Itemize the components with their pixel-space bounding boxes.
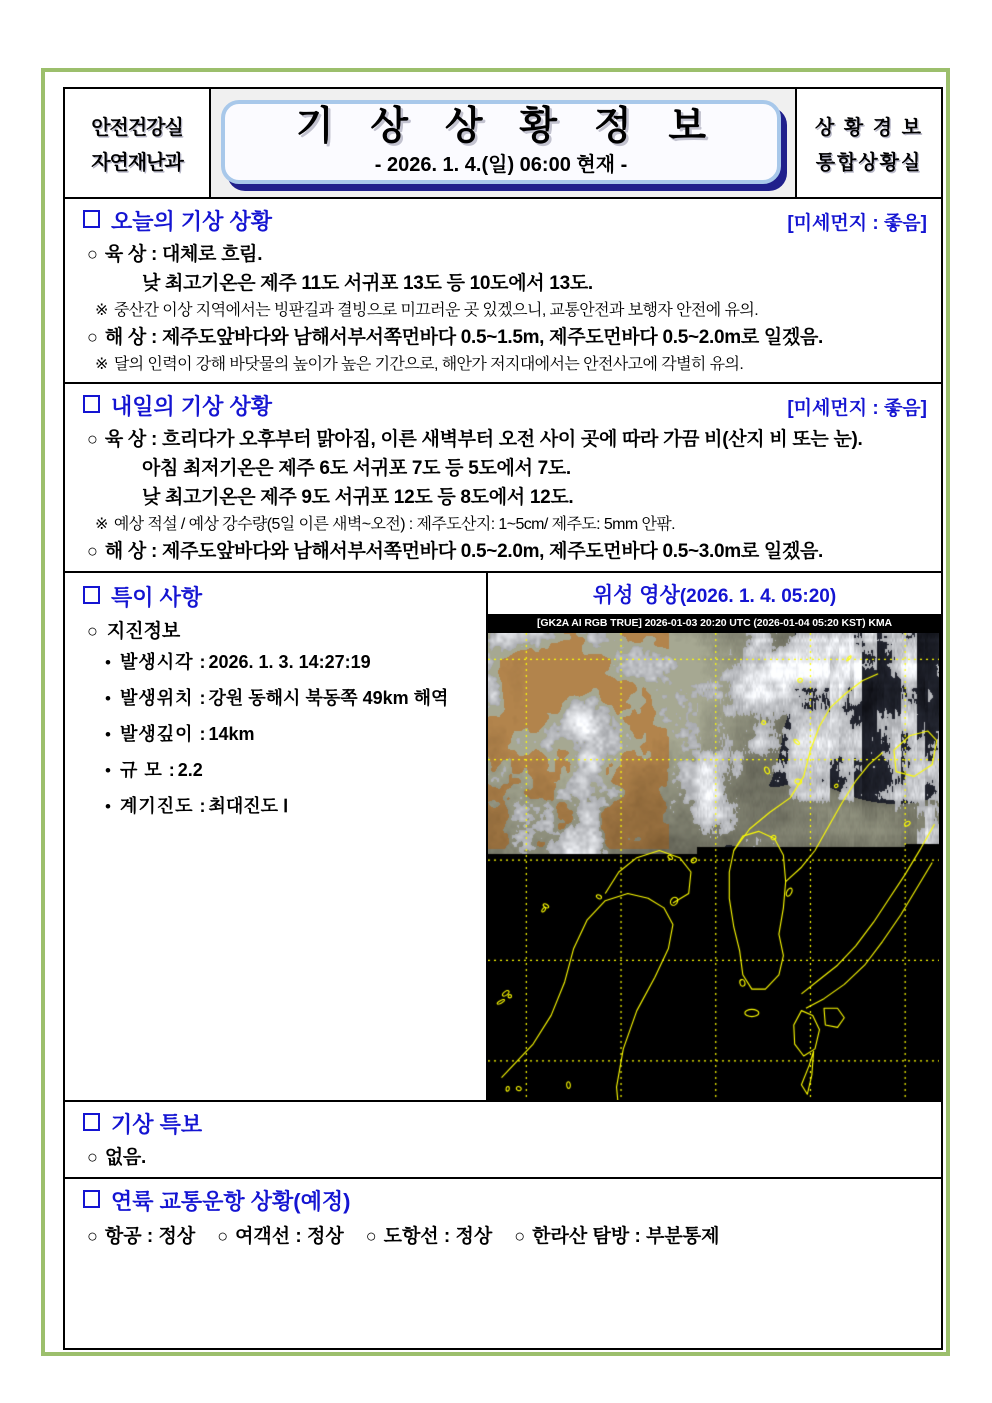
satellite-image-canvas [488, 633, 939, 1100]
tomorrow-max-temp-row [65, 481, 941, 510]
today-land-temp-row [65, 267, 941, 296]
tomorrow-note [65, 510, 941, 535]
transport-item-text: 여객선 : 정상 [235, 1226, 344, 1247]
satellite-image-metadata: [GK2A AI RGB TRUE] 2026-01-03 20:20 UTC (2026-01-04 05:20 KST) KMA [537, 617, 892, 629]
transport-item-text: 항공 : 정상 [104, 1226, 196, 1247]
circle-bullet-icon: ○ [217, 1226, 229, 1246]
transport-item-ferry [217, 1221, 344, 1248]
earthquake-item-label: 발생시각 : [119, 652, 207, 672]
report-datetime: - 2026. 1. 4.(일) 06:00 현재 - [374, 154, 628, 177]
tomorrow-min-temp-text: 아침 최저기온은 제주 6도 서귀포 7도 등 5도에서 7도. [142, 458, 571, 479]
checkbox-icon [83, 395, 100, 413]
page-title: 기 상 상 황 정 보 [295, 104, 720, 148]
dot-bullet-icon: • [105, 797, 111, 816]
today-note-1-text: 중산간 이상 지역에서는 빙판길과 결빙으로 미끄러운 곳 있겠으니, 교통안전과 보행자 안전에 유의. [113, 302, 759, 319]
today-land-text: 육 상 : 대체로 흐림. [104, 244, 263, 265]
earthquake-item-value: 강원 동해시 북동쪽 49km 해역 [208, 688, 449, 708]
section-tomorrow-weather [65, 384, 941, 573]
dot-bullet-icon: • [105, 761, 111, 780]
circle-bullet-icon: ○ [87, 621, 98, 641]
earthquake-item-value: 14km [208, 724, 255, 744]
earthquake-item-label: 규 모 : [119, 760, 176, 780]
today-note-2 [65, 350, 941, 375]
checkbox-icon [83, 586, 100, 604]
tomorrow-max-temp-text: 낮 최고기온은 제주 9도 서귀포 12도 등 8도에서 12도. [142, 487, 574, 508]
office-line-2: 통합상황실 [815, 152, 923, 174]
weather-report-document [63, 87, 943, 1350]
section-weather-warning [65, 1102, 941, 1179]
tomorrow-note-text: 예상 적설 / 예상 강수량(5일 이른 새벽~오전) : 제주도산지: 1~5cm/ 제주도: 5mm 안팎. [113, 516, 676, 533]
earthquake-item [65, 715, 486, 751]
tomorrow-dust-badge: [미세먼지 : 좋음] [787, 398, 927, 419]
dot-bullet-icon: • [105, 725, 111, 744]
section-transport [65, 1179, 941, 1257]
special-title: 특이 사항 [111, 585, 203, 610]
circle-bullet-icon: ○ [87, 1147, 98, 1167]
title-box [221, 100, 781, 184]
today-sea-row [65, 321, 941, 350]
circle-bullet-icon: ○ [365, 1226, 377, 1246]
transport-title: 연륙 교통운항 상황(예정) [111, 1189, 351, 1214]
transport-item-island-boat [366, 1221, 493, 1248]
circle-bullet-icon: ○ [514, 1226, 526, 1246]
satellite-image [488, 614, 941, 1100]
transport-item-air [87, 1221, 195, 1248]
circle-bullet-icon: ○ [87, 1226, 98, 1246]
warning-heading [65, 1107, 941, 1141]
earthquake-item [65, 751, 486, 787]
today-sea-text: 해 상 : 제주도앞바다와 남해서부서쪽먼바다 0.5~1.5m, 제주도먼바다 0.5~2.0m로 일겠음. [104, 327, 824, 348]
today-dust-badge: [미세먼지 : 좋음] [787, 213, 927, 234]
earthquake-item-label: 계기진도 : [119, 796, 207, 816]
office-line-1: 상 황 경 보 [815, 117, 923, 139]
department-line-1: 안전건강실 [91, 117, 183, 139]
warning-content-row [65, 1141, 941, 1170]
header-office-cell [795, 89, 941, 197]
earthquake-item-label: 발생위치 : [119, 688, 207, 708]
tomorrow-land-text: 육 상 : 흐리다가 오후부터 맑아짐, 이른 새벽부터 오전 사이 곳에 따라 가끔 비(산지 비 또는 눈). [104, 429, 863, 450]
warning-title: 기상 특보 [111, 1112, 203, 1137]
warning-text: 없음. [104, 1147, 146, 1168]
dot-bullet-icon: • [105, 653, 111, 672]
asterisk-icon: ※ [95, 356, 108, 373]
asterisk-icon: ※ [95, 302, 108, 319]
tomorrow-min-temp-row [65, 452, 941, 481]
earthquake-item-value: 2026. 1. 3. 14:27:19 [208, 652, 371, 672]
today-heading [65, 204, 941, 238]
tomorrow-land-row [65, 423, 941, 452]
tomorrow-title: 내일의 기상 상황 [111, 394, 272, 419]
earthquake-subtitle: 지진정보 [106, 621, 181, 642]
checkbox-icon [83, 210, 100, 228]
transport-items-row [65, 1218, 941, 1250]
earthquake-subheading [65, 614, 486, 643]
today-land-temp-text: 낮 최고기온은 제주 11도 서귀포 13도 등 10도에서 13도. [142, 273, 593, 294]
transport-item-text: 한라산 탐방 : 부분통제 [532, 1226, 720, 1247]
today-land-row [65, 238, 941, 267]
earthquake-item [65, 787, 486, 823]
circle-bullet-icon: ○ [87, 541, 98, 561]
asterisk-icon: ※ [95, 516, 108, 533]
transport-item-hallasan [514, 1221, 719, 1248]
satellite-label: 위성 영상 [592, 584, 680, 607]
department-line-2: 자연재난과 [91, 152, 183, 174]
circle-bullet-icon: ○ [87, 244, 98, 264]
document-header [65, 89, 941, 199]
section-special-and-satellite [65, 573, 941, 1102]
today-title: 오늘의 기상 상황 [111, 209, 272, 234]
special-conditions-column [65, 573, 488, 1100]
checkbox-icon [83, 1190, 100, 1208]
satellite-time: (2026. 1. 4. 05:20) [679, 586, 837, 607]
circle-bullet-icon: ○ [87, 327, 98, 347]
special-heading [65, 580, 486, 614]
tomorrow-heading [65, 389, 941, 423]
header-department-cell [65, 89, 211, 197]
header-title-cell [211, 89, 795, 197]
tomorrow-sea-row [65, 535, 941, 564]
earthquake-item [65, 679, 486, 715]
today-note-1 [65, 296, 941, 321]
today-note-2-text: 달의 인력이 강해 바닷물의 높이가 높은 기간으로, 해안가 저지대에서는 안전사고에 각별히 유의. [113, 356, 744, 373]
satellite-caption [488, 573, 941, 614]
checkbox-icon [83, 1113, 100, 1131]
satellite-column [488, 573, 941, 1100]
earthquake-item-label: 발생깊이 : [119, 724, 207, 744]
transport-heading [65, 1184, 941, 1218]
section-today-weather [65, 199, 941, 384]
transport-item-text: 도항선 : 정상 [383, 1226, 493, 1247]
tomorrow-sea-text: 해 상 : 제주도앞바다와 남해서부서쪽먼바다 0.5~2.0m, 제주도먼바다 0.5~3.0m로 일겠음. [104, 541, 824, 562]
circle-bullet-icon: ○ [87, 429, 98, 449]
earthquake-item [65, 643, 486, 679]
earthquake-item-value: 2.2 [177, 760, 203, 780]
dot-bullet-icon: • [105, 689, 111, 708]
earthquake-item-value: 최대진도 Ⅰ [208, 796, 289, 816]
